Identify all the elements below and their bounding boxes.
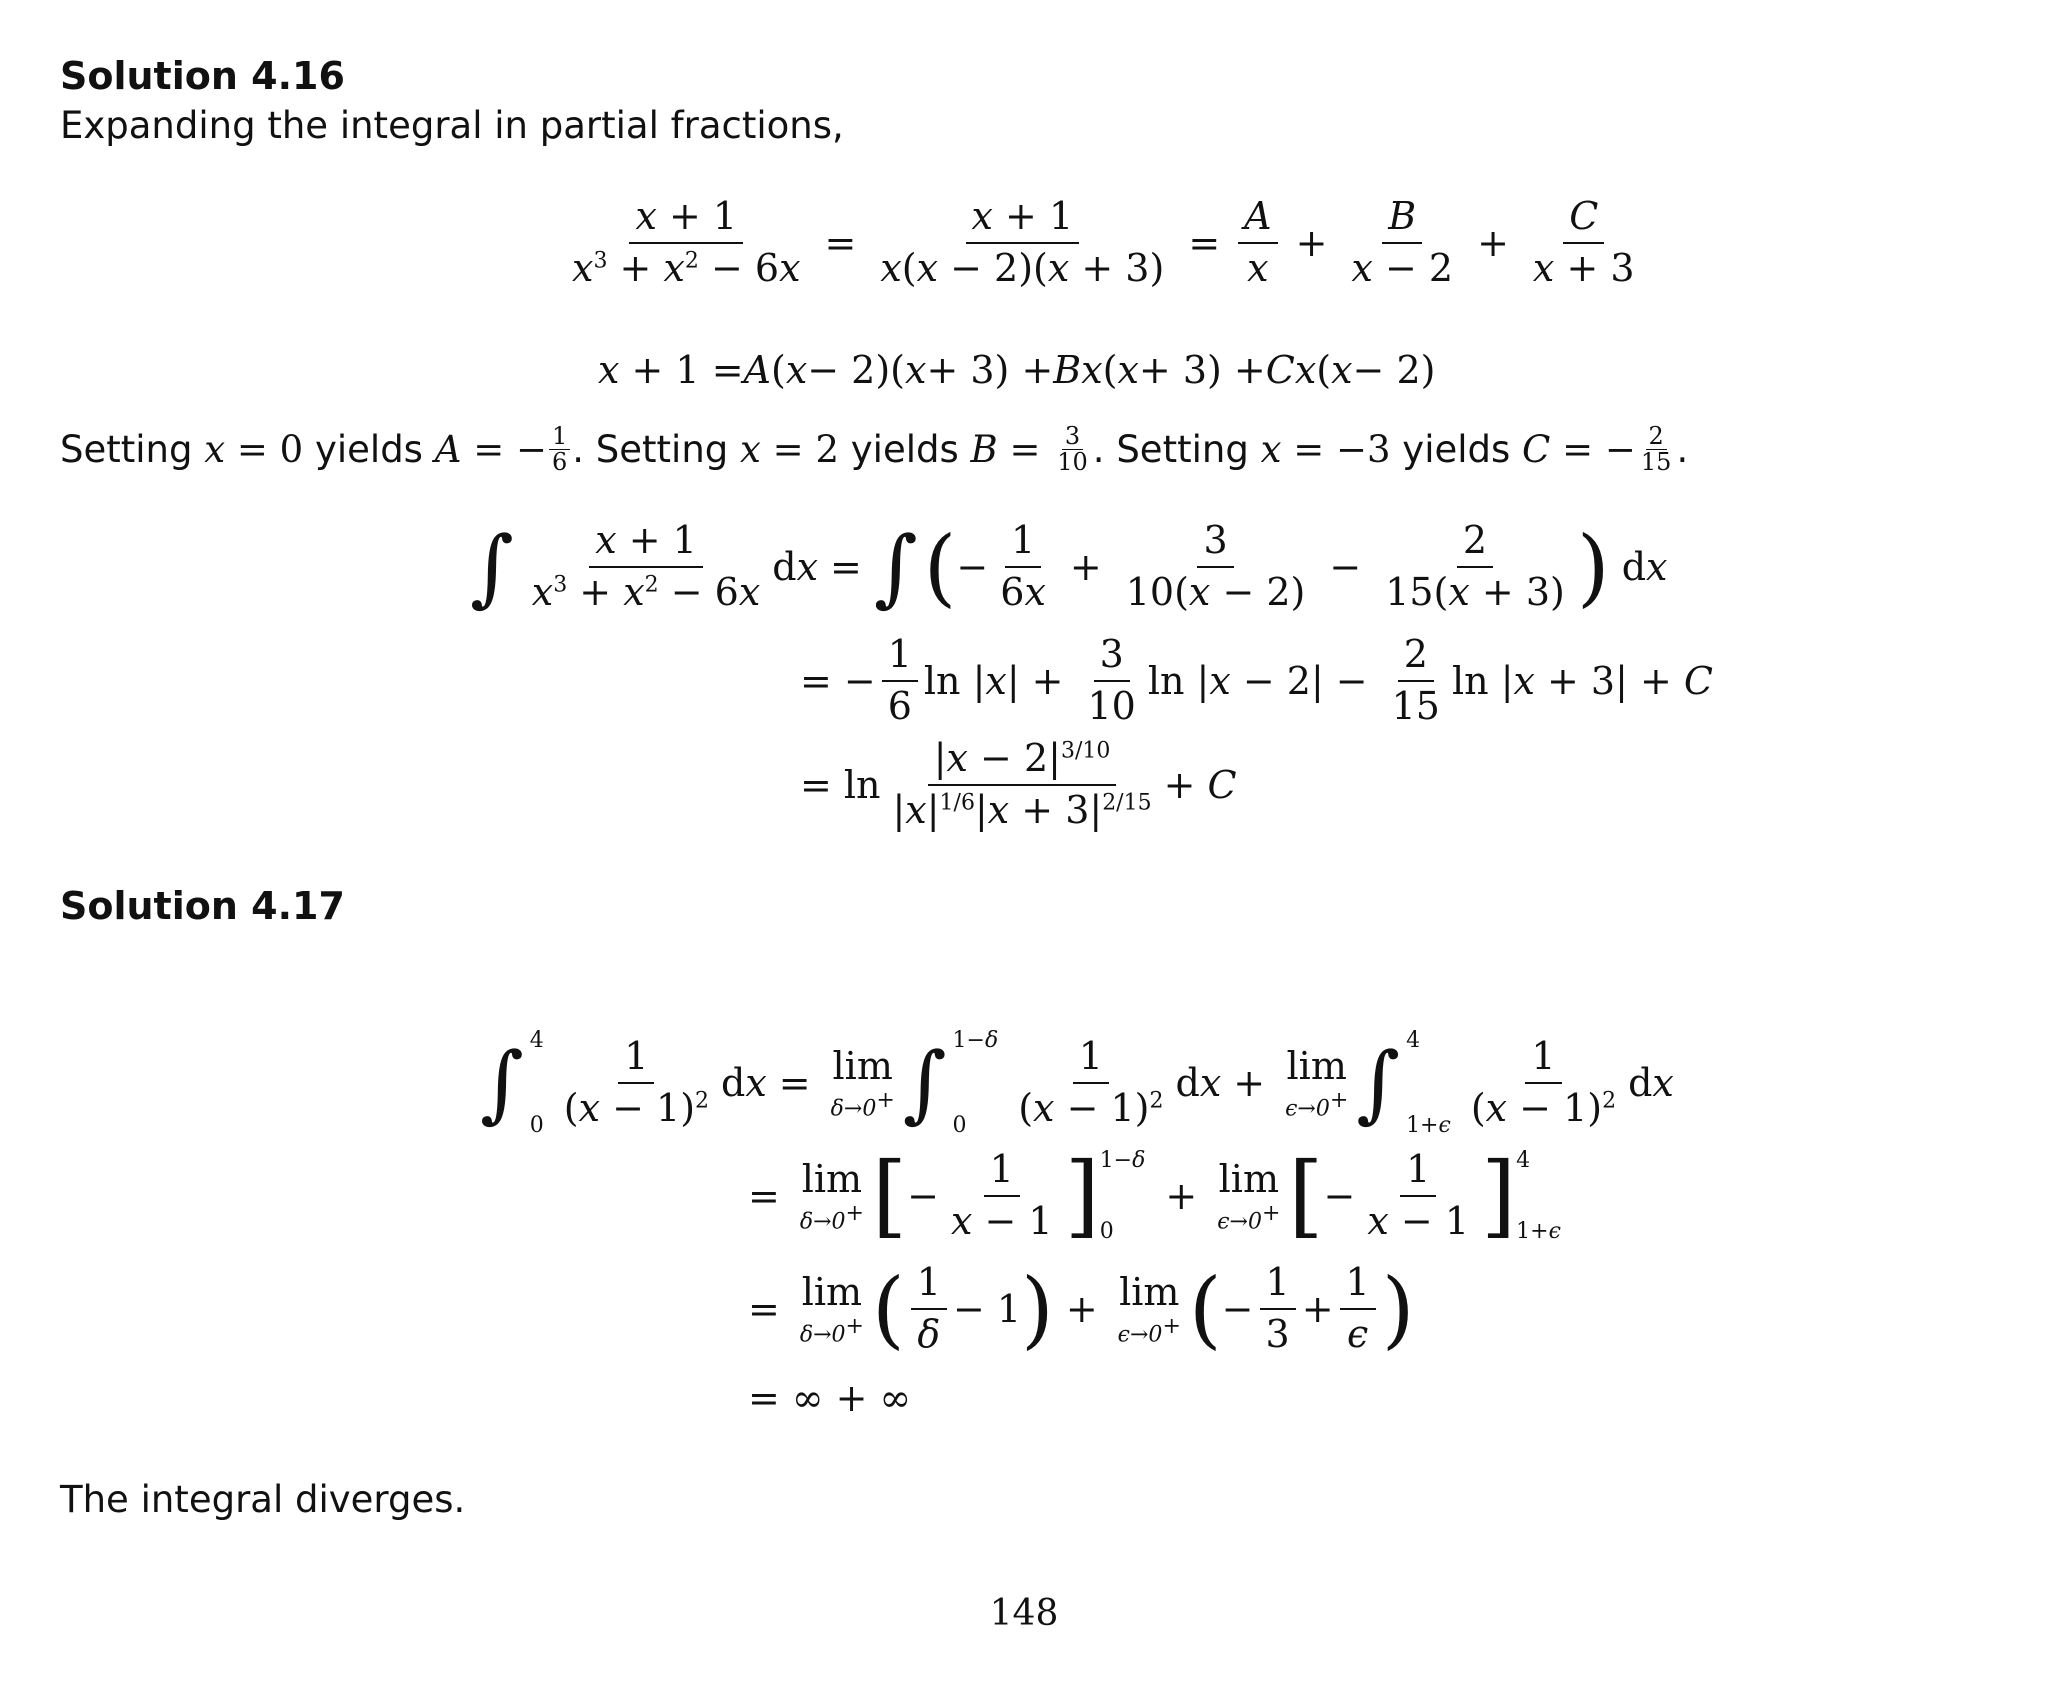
setting-text-5: . Setting <box>1092 428 1249 472</box>
setting-text-2: yields <box>314 428 423 472</box>
intro-text: Expanding the integral in partial fractions, <box>60 104 844 147</box>
heading-solution-4-16: Solution 4.16 <box>60 54 345 98</box>
setting-text-4: yields <box>850 428 959 472</box>
page-number: 148 <box>989 1593 1059 1634</box>
conclusion-text: The integral diverges. <box>60 1478 466 1521</box>
equation-partial-fractions: $\frac{x + 1}{x^3 + x^2 - 6x}$ = $\frac{x + 1}{x(x - 2)(x + 3)}$ = $\frac{A}{x}$ + $\frac{B}{x - 2}$ + $\frac{C}{x + 3}$ <box>572 194 1635 290</box>
integral-line-3: = ln $\frac{|x - 2|^{3/10}}{|x|^{1/6}|x + 3|^{2/15}}$ + C <box>800 736 1237 832</box>
integral-line-1: ∫ $\frac{x + 1}{x^3 + x^2 - 6x}$ dx = ∫ ( − $\frac{1}{6x}$ + $\frac{3}{10(x - 2)}$ − $\frac{2}{15(x + 3)}$ ) dx <box>470 517 1668 616</box>
integral-line-2: = − $\frac{1}{6}$ ln |x| + $\frac{3}{10}$ ln |x − 2| − $\frac{2}{15}$ ln |x + 3| + C <box>800 632 1713 728</box>
setting-text-1: Setting <box>60 428 193 472</box>
equation-coefficients: x + 1 = A ( x − 2)( x + 3) + Bx ( x + 3) + Cx ( x − 2) <box>598 348 1436 392</box>
improper-integral-line-3: = lim δ→0+ ( $\frac{1}{\delta}$ − 1 ) + lim ϵ→0+ ( − $\frac{1}{3}$ + $\frac{1}{\epsilon}$ ) <box>748 1259 1415 1358</box>
improper-integral-line-1: ∫ 4 0 $\frac{1}{(x - 1)^2}$ dx = lim δ→0+ ∫ 1−δ 0 $\frac{1}{(x - 1)^2}$ dx + lim ϵ→0+ ∫ 4 1+ϵ $\frac{1}{(x - 1)^2}$ dx <box>480 1028 1674 1138</box>
setting-text-3: . Setting <box>572 428 729 472</box>
heading-solution-4-17: Solution 4.17 <box>60 884 345 928</box>
improper-integral-line-2: = lim δ→0+ [ − $\frac{1}{x - 1}$ ] 1−δ 0 + lim ϵ→0+ [ − $\frac{1}{x - 1}$ ] 4 1+ϵ <box>748 1143 1561 1248</box>
setting-line: Setting x = 0 yields A = − $\frac{1}{6}$ . Setting x = 2 yields B = $\frac{3}{10}$ . Setting x = −3 yields C = − $\frac{2}{15}$ . <box>60 422 1689 477</box>
improper-integral-line-4: = ∞ + ∞ <box>748 1376 912 1420</box>
setting-text-6: yields <box>1402 428 1511 472</box>
